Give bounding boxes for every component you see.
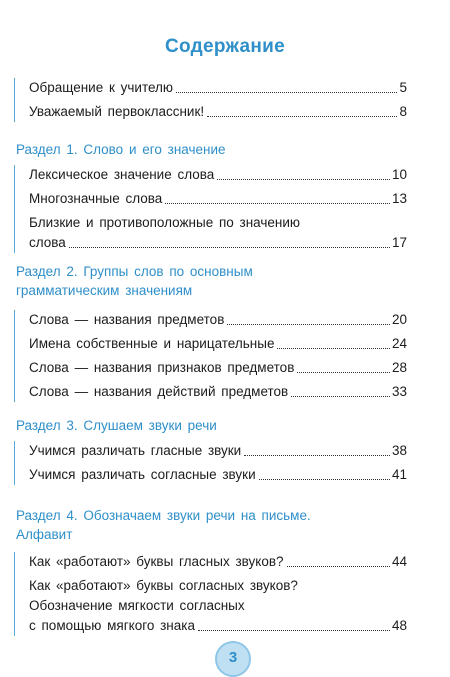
section-1-block	[14, 165, 435, 253]
section-2-block	[14, 310, 435, 402]
section-heading-line: Раздел 4. Обозначаем звуки речи на письме.	[16, 508, 311, 523]
section-heading-1[interactable]: Раздел 1. Слово и его значение	[16, 142, 226, 157]
toc-entry[interactable]	[29, 102, 407, 122]
toc-entry-title: Многозначные слова	[29, 191, 163, 206]
toc-entry-title-line: Обозначение мягкости согласных	[29, 598, 245, 613]
toc-entry-title: Слова — названия действий предметов	[29, 384, 289, 399]
intro-block	[14, 78, 435, 122]
toc-entry-page: 44	[391, 554, 407, 569]
leader-dots	[287, 566, 390, 567]
toc-entry-title-line: Как «работают» буквы согласных звуков?	[29, 578, 298, 593]
leader-dots	[244, 455, 390, 456]
section-heading-2[interactable]	[16, 262, 436, 300]
toc-entry-title-line: Близкие и противоположные по значению	[29, 215, 301, 230]
toc-entry-title: Уважаемый первоклассник!	[29, 104, 205, 119]
toc-entry-title: Лексическое значение слова	[29, 167, 215, 182]
toc-entry-page: 10	[391, 167, 407, 182]
page-number-badge: 3	[215, 641, 251, 677]
toc-entry[interactable]	[29, 189, 407, 209]
leader-dots	[291, 396, 390, 397]
leader-dots	[207, 116, 397, 117]
section-heading-line: грамматическим значениям	[16, 283, 193, 298]
section-heading-3[interactable]: Раздел 3. Слушаем звуки речи	[16, 418, 217, 433]
toc-entry[interactable]	[29, 213, 407, 253]
toc-entry-page: 13	[391, 191, 407, 206]
toc-entry[interactable]	[29, 552, 407, 572]
toc-entry-page: 33	[391, 384, 407, 399]
toc-entry-title: с помощью мягкого знака	[29, 618, 195, 633]
leader-dots	[217, 179, 390, 180]
toc-entry-page: 24	[391, 336, 407, 351]
toc-entry-page: 48	[391, 618, 407, 633]
toc-entry-title: Обращение к учителю	[29, 80, 174, 95]
toc-entry-page: 41	[391, 467, 407, 482]
toc-entry[interactable]	[29, 382, 407, 402]
section-3-block	[14, 441, 435, 485]
leader-dots	[165, 203, 390, 204]
toc-entry-title: Слова — названия предметов	[29, 312, 225, 327]
section-4-block	[14, 552, 435, 636]
toc-entry-title: Учимся различать гласные звуки	[29, 443, 242, 458]
toc-entry[interactable]	[29, 334, 407, 354]
toc-entry-page: 8	[399, 104, 407, 119]
leader-dots	[259, 479, 390, 480]
page-title: Содержание	[164, 36, 286, 57]
toc-entry[interactable]	[29, 165, 407, 185]
leader-dots	[198, 630, 390, 631]
leader-dots	[69, 247, 390, 248]
toc-entry[interactable]	[29, 358, 407, 378]
toc-entry-title: Имена собственные и нарицательные	[29, 336, 275, 351]
toc-entry-page: 28	[391, 360, 407, 375]
leader-dots	[277, 348, 390, 349]
toc-entry-title: Слова — названия признаков предметов	[29, 360, 295, 375]
toc-entry[interactable]	[29, 576, 407, 636]
leader-dots	[227, 324, 390, 325]
toc-entry-title: слова	[29, 235, 66, 250]
toc-entry-page: 20	[391, 312, 407, 327]
section-heading-line: Алфавит	[16, 527, 73, 542]
leader-dots	[297, 372, 390, 373]
leader-dots	[176, 92, 397, 93]
section-heading-line: Раздел 2. Группы слов по основным	[16, 264, 253, 279]
section-heading-4[interactable]	[16, 506, 436, 544]
toc-entry[interactable]	[29, 310, 407, 330]
toc-entry-title: Как «работают» буквы гласных звуков?	[29, 554, 284, 569]
toc-entry[interactable]	[29, 465, 407, 485]
toc-entry-page: 5	[399, 80, 407, 95]
toc-entry-page: 38	[391, 443, 407, 458]
toc-entry[interactable]	[29, 441, 407, 461]
toc-entry[interactable]	[29, 78, 407, 98]
toc-entry-title: Учимся различать согласные звуки	[29, 467, 256, 482]
toc-entry-page: 17	[391, 235, 407, 250]
